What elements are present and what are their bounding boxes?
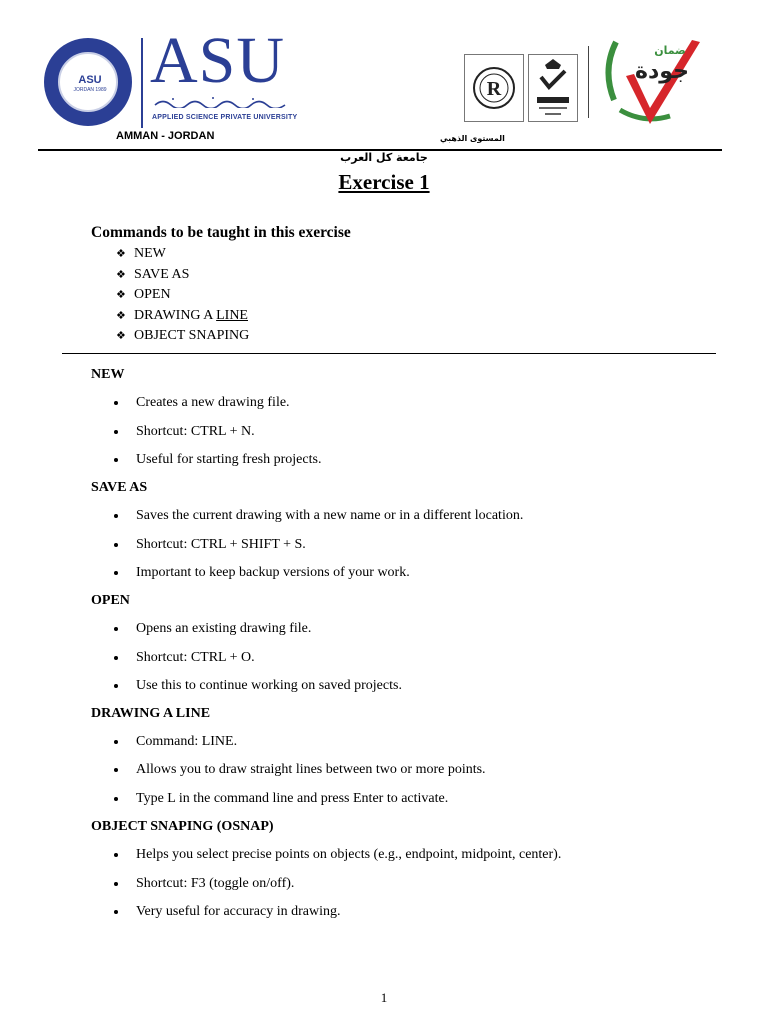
bullet-icon — [114, 514, 118, 518]
bullet-icon — [114, 740, 118, 744]
command-item: ❖ SAVE AS — [116, 265, 249, 286]
list-item: Type L in the command line and press Enter to activate. — [114, 791, 448, 807]
list-item: Command: LINE. — [114, 734, 237, 750]
commands-list — [116, 244, 249, 347]
command-item: ❖ OPEN — [116, 285, 249, 306]
arabic-tagline: جامعة كل العرب — [340, 151, 428, 164]
asu-logo-word: ASU — [150, 24, 286, 97]
command-item: ❖ NEW — [116, 244, 249, 265]
bullet-icon — [114, 656, 118, 660]
university-seal-logo — [44, 38, 132, 126]
bullet-icon — [114, 627, 118, 631]
section-heading-open: OPEN — [91, 593, 130, 608]
list-item: Shortcut: CTRL + SHIFT + S. — [114, 537, 306, 553]
diamond-bullet-icon: ❖ — [116, 268, 126, 281]
bullet-icon — [114, 571, 118, 575]
registered-cert-icon — [464, 54, 524, 122]
diamond-bullet-icon: ❖ — [116, 330, 126, 343]
cert-divider — [588, 46, 589, 118]
logo-divider — [141, 38, 143, 128]
quality-small-word: ضمان — [654, 44, 686, 57]
seal-subtext: JORDAN 1989 — [73, 87, 107, 93]
list-item: Shortcut: F3 (toggle on/off). — [114, 876, 294, 892]
section-heading-save-as: SAVE AS — [91, 480, 148, 495]
bullet-icon — [114, 882, 118, 886]
list-item: Creates a new drawing file. — [114, 395, 290, 411]
quality-word: جودة — [635, 59, 689, 84]
arabic-calligraphy-icon — [153, 96, 289, 108]
section-heading-drawing-line: DRAWING A LINE — [91, 706, 211, 721]
svg-text:R: R — [486, 78, 502, 100]
page-number: 1 — [380, 990, 388, 1005]
list-item: Useful for starting fresh projects. — [114, 452, 321, 468]
command-item: ❖ OBJECT SNAPING — [116, 326, 249, 347]
bullet-icon — [114, 768, 118, 772]
list-item: Use this to continue working on saved projects. — [114, 678, 402, 694]
page-title: Exercise 1 — [338, 170, 430, 194]
bullet-icon — [114, 684, 118, 688]
section-divider — [62, 353, 716, 354]
bullet-icon — [114, 430, 118, 434]
section-heading-new: NEW — [91, 367, 125, 382]
bullet-icon — [114, 543, 118, 547]
list-item: Allows you to draw straight lines between two or more points. — [114, 762, 486, 778]
list-item: Helps you select precise points on objects (e.g., endpoint, midpoint, center). — [114, 847, 561, 863]
commands-heading: Commands to be taught in this exercise — [91, 224, 351, 241]
diamond-bullet-icon: ❖ — [116, 289, 126, 302]
list-item: Saves the current drawing with a new name or in a different location. — [114, 508, 523, 524]
list-item: Shortcut: CTRL + N. — [114, 424, 255, 440]
bullet-icon — [114, 853, 118, 857]
section-heading-object-snaping: OBJECT SNAPING (OSNAP) — [91, 819, 274, 834]
bullet-icon — [114, 458, 118, 462]
diamond-bullet-icon: ❖ — [116, 309, 126, 322]
seal-text: ASU — [78, 74, 102, 86]
university-name-en: APPLIED SCIENCE PRIVATE UNIVERSITY — [152, 114, 298, 121]
list-item: Important to keep backup versions of your work. — [114, 565, 410, 581]
list-item: Shortcut: CTRL + O. — [114, 650, 255, 666]
command-item: ❖ DRAWING A LINE — [116, 306, 249, 327]
quality-assurance-logo — [600, 20, 706, 132]
list-item: Very useful for accuracy in drawing. — [114, 904, 340, 920]
bullet-icon — [114, 797, 118, 801]
golden-level-label: المستوى الذهبي — [440, 134, 505, 143]
ukas-cert-icon — [528, 54, 578, 122]
bullet-icon — [114, 401, 118, 405]
location-label: AMMAN - JORDAN — [116, 130, 215, 142]
page-header — [0, 0, 768, 160]
diamond-bullet-icon: ❖ — [116, 248, 126, 261]
list-item: Opens an existing drawing file. — [114, 621, 311, 637]
bullet-icon — [114, 910, 118, 914]
